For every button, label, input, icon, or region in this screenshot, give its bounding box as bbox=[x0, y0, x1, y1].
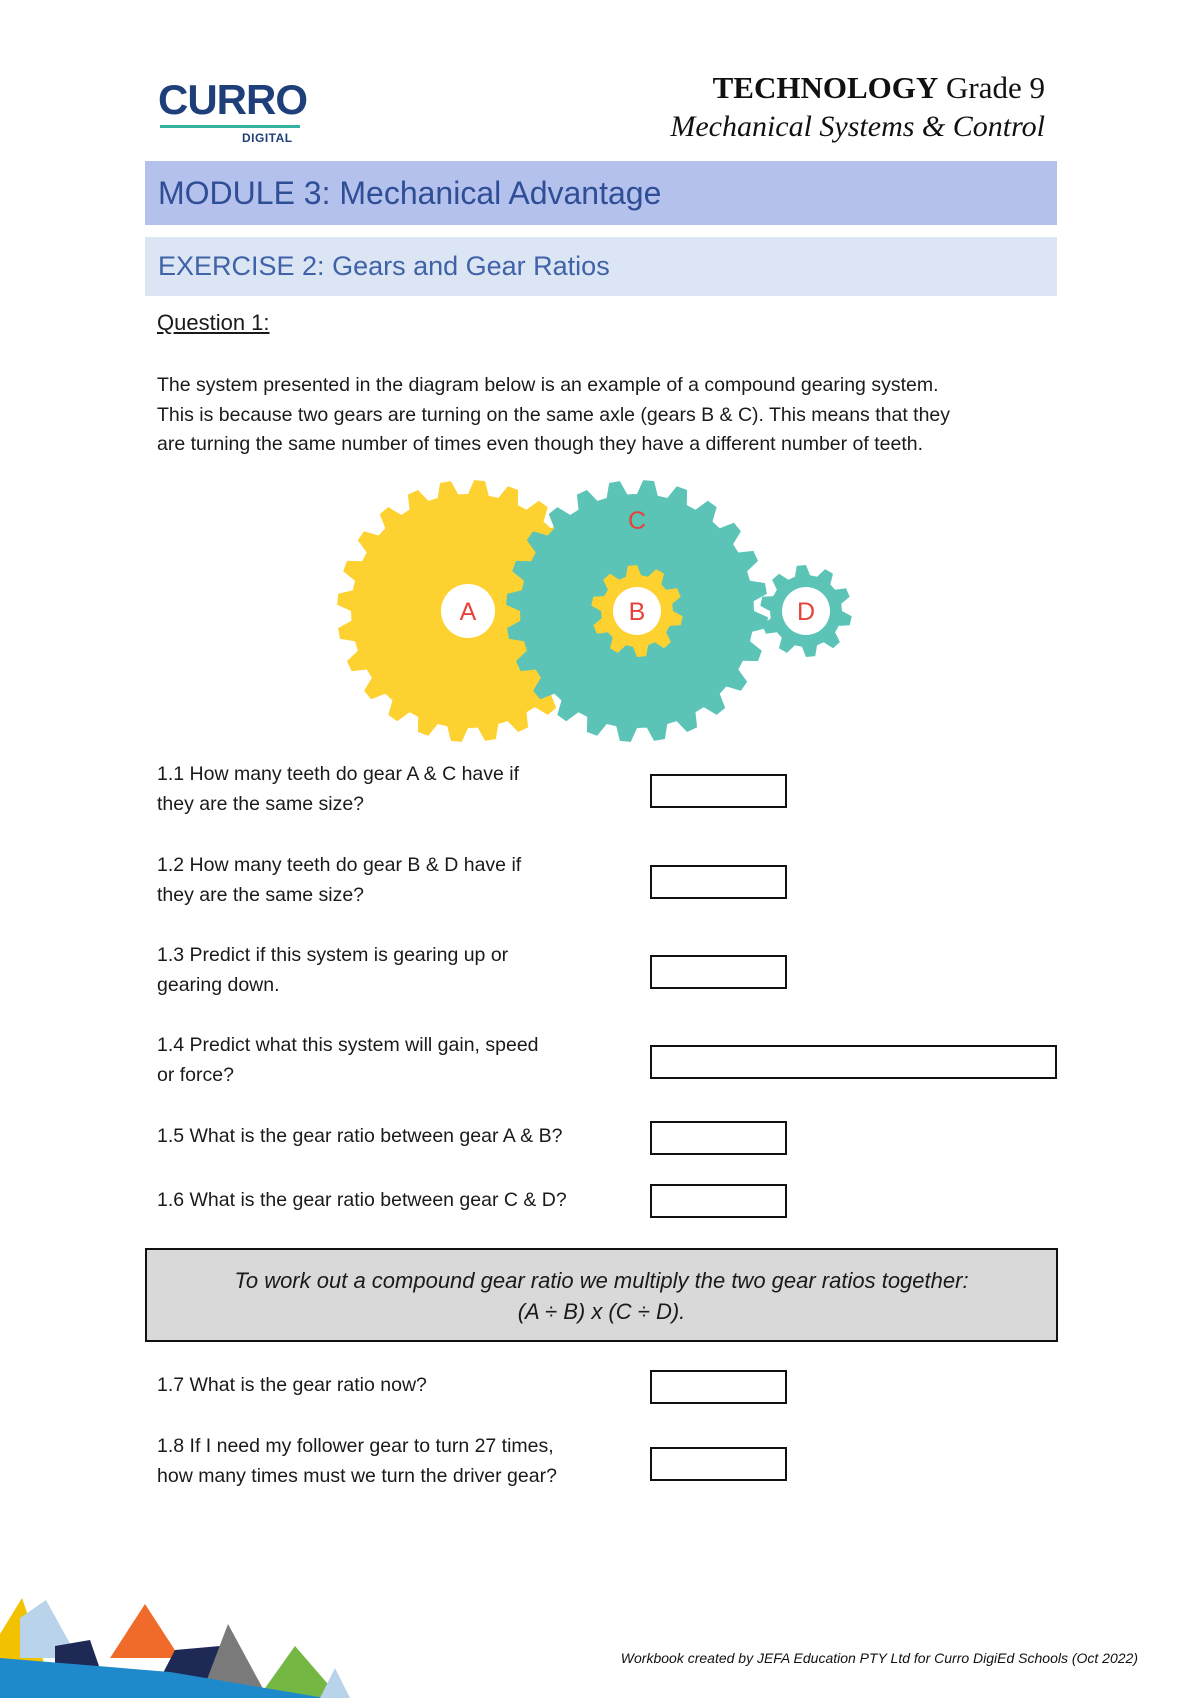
logo-subtitle: DIGITAL bbox=[242, 131, 293, 145]
formula-line: To work out a compound gear ratio we multiply the two gear ratios together: bbox=[234, 1268, 969, 1293]
footer-triangles-decoration bbox=[0, 1588, 360, 1698]
question-text: they are the same size? bbox=[157, 793, 365, 815]
question-text: they are the same size? bbox=[157, 884, 365, 906]
intro-line: The system presented in the diagram below is an example of a compound gearing system. bbox=[157, 374, 939, 396]
intro-line: are turning the same number of times even though they have a different number of teeth. bbox=[157, 433, 924, 455]
question-text: 1.4 Predict what this system will gain, speed bbox=[157, 1034, 539, 1056]
subject-name: TECHNOLOGY bbox=[712, 70, 939, 105]
answer-box[interactable] bbox=[650, 1370, 787, 1404]
formula-expression: (A ÷ B) x (C ÷ D). bbox=[517, 1299, 686, 1324]
module-banner bbox=[145, 161, 1057, 225]
footer-credit: Workbook created by JEFA Education PTY Ltd for Curro DigiEd Schools (Oct 2022) bbox=[620, 1650, 1138, 1666]
answer-box[interactable] bbox=[650, 1121, 787, 1155]
question-intro bbox=[157, 371, 1067, 460]
answer-box[interactable] bbox=[650, 1045, 1057, 1079]
formula-note bbox=[145, 1248, 1058, 1342]
question-text: 1.6 What is the gear ratio between gear C & D? bbox=[157, 1189, 567, 1211]
answer-box[interactable] bbox=[650, 1447, 787, 1481]
intro-line: This is because two gears are turning on the same axle (gears B & C). This means that they bbox=[157, 403, 951, 426]
answer-box[interactable] bbox=[650, 865, 787, 899]
question-text: gearing down. bbox=[157, 974, 280, 996]
gear-label: C bbox=[627, 507, 647, 535]
question-item bbox=[157, 850, 521, 910]
module-title: MODULE 3: Mechanical Advantage bbox=[158, 175, 662, 211]
question-text: 1.8 If I need my follower gear to turn 27 times, bbox=[157, 1435, 554, 1457]
question-text: 1.3 Predict if this system is gearing up or bbox=[157, 944, 509, 966]
gear-label: B bbox=[628, 598, 646, 626]
answer-box[interactable] bbox=[650, 955, 787, 989]
exercise-title: EXERCISE 2: Gears and Gear Ratios bbox=[158, 251, 610, 281]
gear-d bbox=[760, 565, 851, 657]
logo-wordmark: CURRO bbox=[158, 76, 307, 123]
question-text: 1.1 How many teeth do gear A & C have if bbox=[157, 763, 520, 785]
grade-label: Grade 9 bbox=[938, 70, 1045, 105]
question-item bbox=[157, 759, 519, 819]
exercise-banner bbox=[145, 237, 1057, 296]
answer-box[interactable] bbox=[650, 774, 787, 808]
question-item bbox=[157, 1431, 557, 1491]
question-text: 1.2 How many teeth do gear B & D have if bbox=[157, 854, 522, 876]
question-text: 1.5 What is the gear ratio between gear A & B? bbox=[157, 1125, 563, 1147]
question-item bbox=[157, 1121, 562, 1151]
question-text: how many times must we turn the driver gear? bbox=[157, 1465, 557, 1487]
gear-label: D bbox=[796, 598, 816, 626]
logo-underline bbox=[160, 125, 300, 128]
question-item bbox=[157, 1370, 427, 1400]
question-heading: Question 1: bbox=[157, 310, 270, 335]
question-item bbox=[157, 1030, 539, 1090]
curro-digital-logo bbox=[158, 78, 306, 150]
question-text: 1.7 What is the gear ratio now? bbox=[157, 1374, 427, 1396]
topic-subtitle: Mechanical Systems & Control bbox=[670, 110, 1045, 143]
subject-title bbox=[713, 70, 1045, 106]
gear-label: A bbox=[459, 598, 477, 626]
question-item bbox=[157, 940, 508, 1000]
question-text: or force? bbox=[157, 1064, 234, 1086]
answer-box[interactable] bbox=[650, 1184, 787, 1218]
question-item bbox=[157, 1185, 567, 1215]
compound-gear-diagram bbox=[320, 470, 860, 745]
